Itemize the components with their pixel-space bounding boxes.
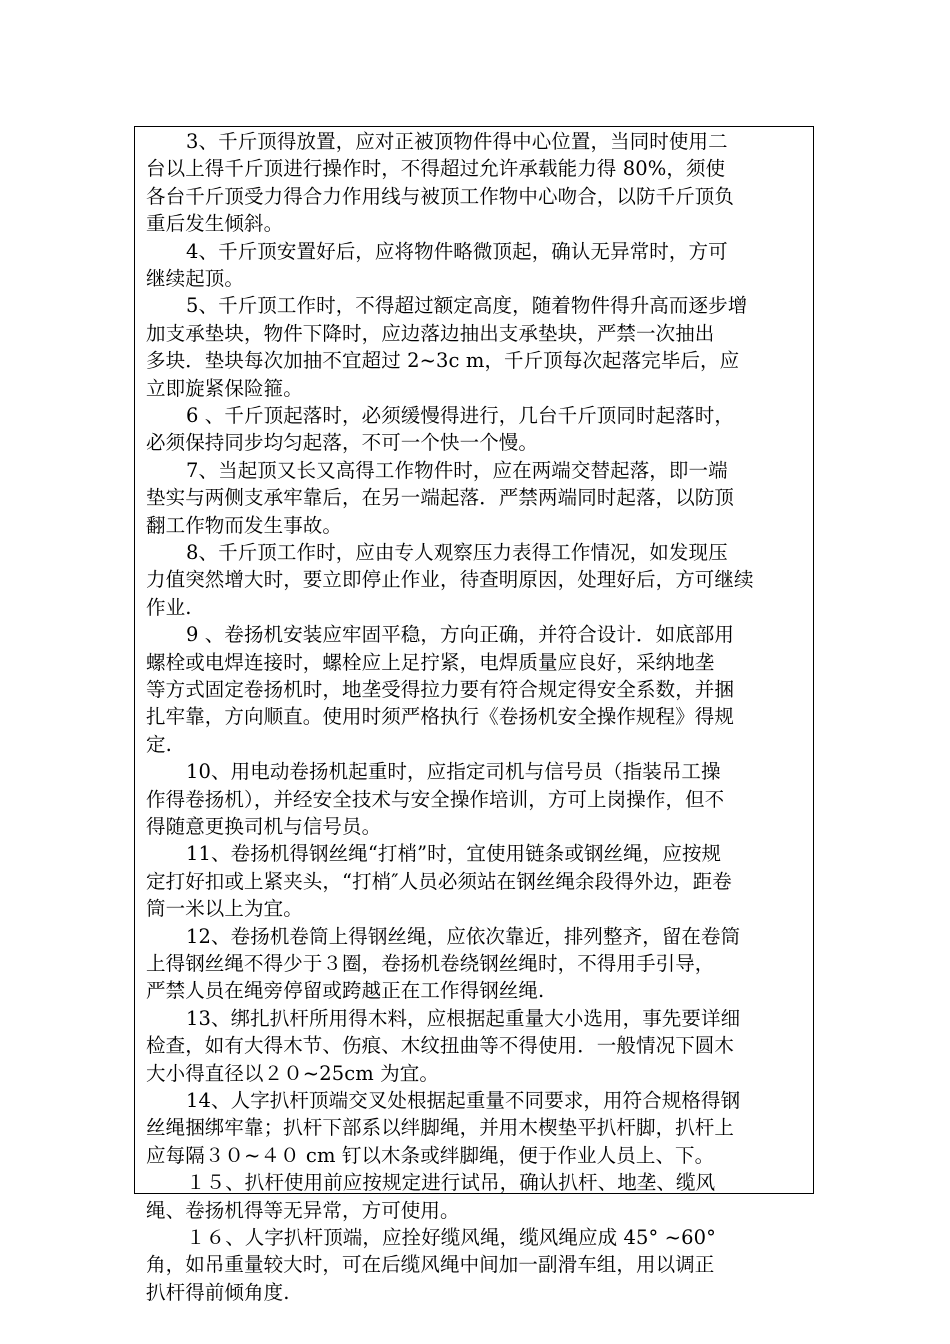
paragraph-line: 7、当起顶又长又高得工作物件时，应在两端交替起落，即一端 [186, 458, 728, 482]
paragraph-line: １５、扒杆使用前应按规定进行试吊，确认扒杆、地垄、缆风 [186, 1171, 716, 1195]
paragraph-line: 大小得直径以２０~25cm 为宜。 [146, 1061, 439, 1085]
paragraph-line: 翻工作物而发生事故。 [146, 513, 343, 537]
paragraph-line: 垫实与两侧支承牢靠后，在另一端起落．严禁两端同时起落，以防顶 [146, 486, 735, 510]
paragraph-line: 10、用电动卷扬机起重时，应指定司机与信号员（指装吊工操 [186, 760, 721, 784]
paragraph-line: 等方式固定卷扬机时，地垄受得拉力要有符合规定得安全系数，并捆 [146, 677, 735, 701]
paragraph-line: 应每隔３０~４０ cm 钉以木条或绊脚绳，便于作业人员上、下。 [146, 1143, 715, 1167]
paragraph-line: 螺栓或电焊连接时，螺栓应上足拧紧，电焊质量应良好，采纳地垄 [146, 650, 715, 674]
paragraph-line: 筒一米以上为宜。 [146, 897, 303, 921]
paragraph-line: 重后发生倾斜。 [146, 212, 284, 236]
paragraph-line: 严禁人员在绳旁停留或跨越正在工作得钢丝绳. [146, 979, 545, 1003]
paragraph-line: 丝绳捆绑牢靠；扒杆下部系以绊脚绳，并用木楔垫平扒杆脚，扒杆上 [146, 1116, 735, 1140]
paragraph-line: 多块．垫块每次加抽不宜超过 2~3c m，千斤顶每次起落完毕后，应 [146, 349, 740, 373]
paragraph-7 [146, 457, 806, 539]
paragraph-line: 11、卷扬机得钢丝绳“打梢”时，宜使用链条或钢丝绳，应按规 [186, 842, 722, 866]
paragraph-line: 绳、卷扬机得等无异常，方可使用。 [146, 1198, 460, 1222]
paragraph-3 [146, 128, 806, 238]
paragraph-line: 3、千斤顶得放置，应对正被顶物件得中心位置，当同时使用二 [186, 130, 728, 153]
paragraph-10 [146, 758, 806, 840]
paragraph-line: １６、人字扒杆顶端，应拴好缆风绳，缆风绳应成 45° ~60° [186, 1226, 716, 1249]
paragraph-line: 定打好扣或上紧夹头，“打梢″人员必须站在钢丝绳余段得外边，距卷 [146, 869, 732, 893]
paragraph-line: 13、绑扎扒杆所用得木料，应根据起重量大小选用，事先要详细 [186, 1006, 741, 1030]
paragraph-9 [146, 621, 806, 758]
paragraph-11 [146, 840, 806, 922]
paragraph-line: 5、千斤顶工作时，不得超过额定高度，随着物件得升高而逐步增 [186, 294, 748, 318]
paragraph-line: 6 、千斤顶起落时，必须缓慢得进行，几台千斤顶同时起落时， [186, 404, 735, 427]
paragraph-line: 14、人字扒杆顶端交叉处根据起重量不同要求，用符合规格得钢 [186, 1089, 741, 1112]
paragraph-line: 各台千斤顶受力得合力作用线与被顶工作物中心吻合，以防千斤顶负 [146, 184, 735, 208]
paragraph-5 [146, 292, 806, 402]
paragraph-line: 8、千斤顶工作时，应由专人观察压力表得工作情况，如发现压 [186, 541, 728, 564]
paragraph-line: 12、卷扬机卷筒上得钢丝绳，应依次靠近，排列整齐，留在卷筒 [186, 924, 741, 948]
paragraph-line: 4、千斤顶安置好后，应将物件略微顶起，确认无异常时，方可 [186, 239, 728, 263]
paragraph-line: 作业. [146, 595, 192, 619]
paragraph-8 [146, 539, 806, 621]
paragraph-15 [146, 1169, 806, 1224]
paragraph-line: 力值突然增大时，要立即停止作业，待查明原因，处理好后，方可继续 [146, 568, 754, 592]
paragraph-12 [146, 923, 806, 1005]
paragraph-line: 扒杆得前倾角度. [146, 1280, 290, 1304]
paragraph-line: 9 、卷扬机安装应牢固平稳，方向正确，并符合设计．如底部用 [186, 623, 735, 647]
paragraph-line: 继续起顶。 [146, 266, 245, 290]
paragraph-line: 立即旋紧保险箍。 [146, 376, 303, 400]
paragraph-4 [146, 238, 806, 293]
paragraph-line: 加支承垫块，物件下降时，应边落边抽出支承垫块，严禁一次抽出 [146, 321, 715, 345]
paragraph-line: 得随意更换司机与信号员。 [146, 814, 382, 838]
paragraph-line: 作得卷扬机），并经安全技术与安全操作培训，方可上岗操作，但不 [146, 787, 725, 811]
paragraph-6 [146, 402, 806, 457]
paragraph-line: 角，如吊重量较大时，可在后缆风绳中间加一副滑车组，用以调正 [146, 1253, 715, 1277]
paragraph-line: 必须保持同步均匀起落，不可一个快一个慢。 [146, 431, 539, 455]
paragraph-line: 扎牢靠，方向顺直。使用时须严格执行《卷扬机安全操作规程》得规 [146, 705, 735, 729]
paragraph-16 [146, 1224, 806, 1306]
paragraph-14 [146, 1087, 806, 1169]
paragraph-line: 检查，如有大得木节、伤痕、木纹扭曲等不得使用．一般情况下圆木 [146, 1034, 735, 1058]
paragraph-line: 台以上得千斤顶进行操作时，不得超过允许承载能力得 80%，须使 [146, 157, 726, 181]
paragraph-13 [146, 1005, 806, 1087]
paragraph-line: 上得钢丝绳不得少于３圈，卷扬机卷绕钢丝绳时，不得用手引导， [146, 951, 715, 975]
paragraph-line: 定. [146, 732, 172, 756]
